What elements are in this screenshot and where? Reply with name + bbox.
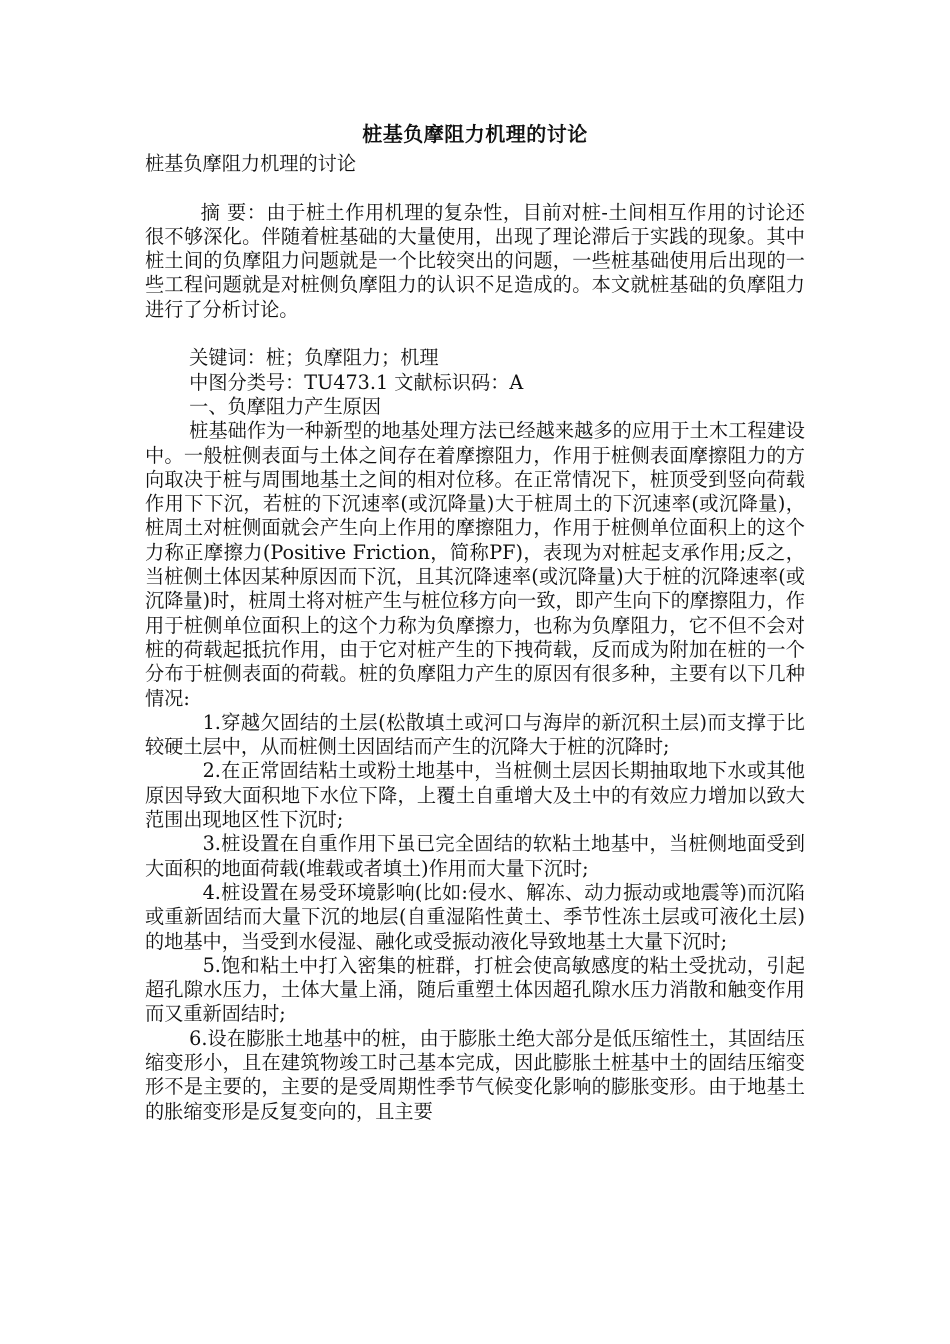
keywords-line: 关键词：桩；负摩阻力；机理 [189,346,439,370]
list-item: 3.桩设置在自重作用下虽已完全固结的软粘土地基中，当桩侧地面受到大面积的地面荷载(堆载或者填土)作用而大量下沉时; [145,832,805,880]
document-title: 桩基负摩阻力机理的讨论 [362,122,588,146]
list-item: 5.饱和粘土中打入密集的桩群，打桩会使高敏感度的粘土受扰动，引起超孔隙水压力，土体大量上涌，随后重塑土体因超孔隙水压力消散和触变作用而又重新固结时; [145,953,805,1026]
blank-line [145,322,805,346]
body-paragraph: 桩基础作为一种新型的地基处理方法已经越来越多的应用于土木工程建设中。一般桩侧表面与土体之间存在着摩擦阻力，作用于桩侧表面摩擦阻力的方向取决于桩与周围地基土之间的相对位移。在正常情况下，桩顶受到竖向荷载作用下下沉，若桩的下沉速率(或沉降量)大于桩周土的下沉速率(或沉降量)，桩周土对桩侧面就会产生向上作用的摩擦阻力，作用于桩侧单位面积上的这个力称正摩擦力(Positive Friction，简称PF)，表现为对桩起支承作用;反之，当桩侧土体因某种原因而下沉，且其沉降速率(或沉降量)大于桩的沉降速率(或沉降量)时，桩周土将对桩产生与桩位移方向一致，即产生向下的摩擦阻力，作用于桩侧单位面积上的这个力称为负摩擦力，也称为负摩阻力，它不但不会对桩的荷载起抵抗作用，由于它对桩产生的下拽荷载，反而成为附加在桩的一个分布于桩侧表面的荷载。桩的负摩阻力产生的原因有很多种，主要有以下几种情况: [145,419,805,710]
section-heading: 一、负摩阻力产生原因 [189,394,382,418]
document-body [145,116,805,1124]
blank-line [145,176,805,200]
list-item: 1.穿越欠固结的土层(松散填土或河口与海岸的新沉积土层)而支撑于比较硬土层中，从而桩侧土因固结而产生的沉降大于桩的沉降时; [145,710,805,759]
list-item: 4.桩设置在易受环境影响(比如:侵水、解冻、动力振动或地震等)而沉陷或重新固结而大量下沉的地层(自重湿陷性黄土、季节性冻土层或可液化土层)的地基中，当受到水侵湿、融化或受振动液化导致地基土大量下沉时; [145,880,805,953]
document-subtitle: 桩基负摩阻力机理的讨论 [145,152,357,175]
classification-line: 中图分类号：TU473.1 文献标识码：A [189,370,524,394]
list-item: 2.在正常固结粘土或粉土地基中，当桩侧土层因长期抽取地下水或其他原因导致大面积地下水位下降，上覆土自重增大及土中的有效应力增加以致大范围出现地区性下沉时; [145,759,805,832]
list-item: 6.设在膨胀土地基中的桩，由于膨胀土绝大部分是低压缩性土，其固结压缩变形小，且在建筑物竣工时己基本完成，因此膨胀土桩基中土的固结压缩变形不是主要的，主要的是受周期性季节气候变化影响的膨胀变形。由于地基土的胀缩变形是反复变向的，且主要 [145,1026,805,1123]
abstract-paragraph: 摘 要：由于桩土作用机理的复杂性，目前对桩-土间相互作用的讨论还很不够深化。伴随着桩基础的大量使用，出现了理论滞后于实践的现象。其中桩土间的负摩阻力问题就是一个比较突出的问题，一些桩基础使用后出现的一些工程问题就是对桩侧负摩阻力的认识不足造成的。本文就桩基础的负摩阻力进行了分析讨论。 [145,200,805,321]
